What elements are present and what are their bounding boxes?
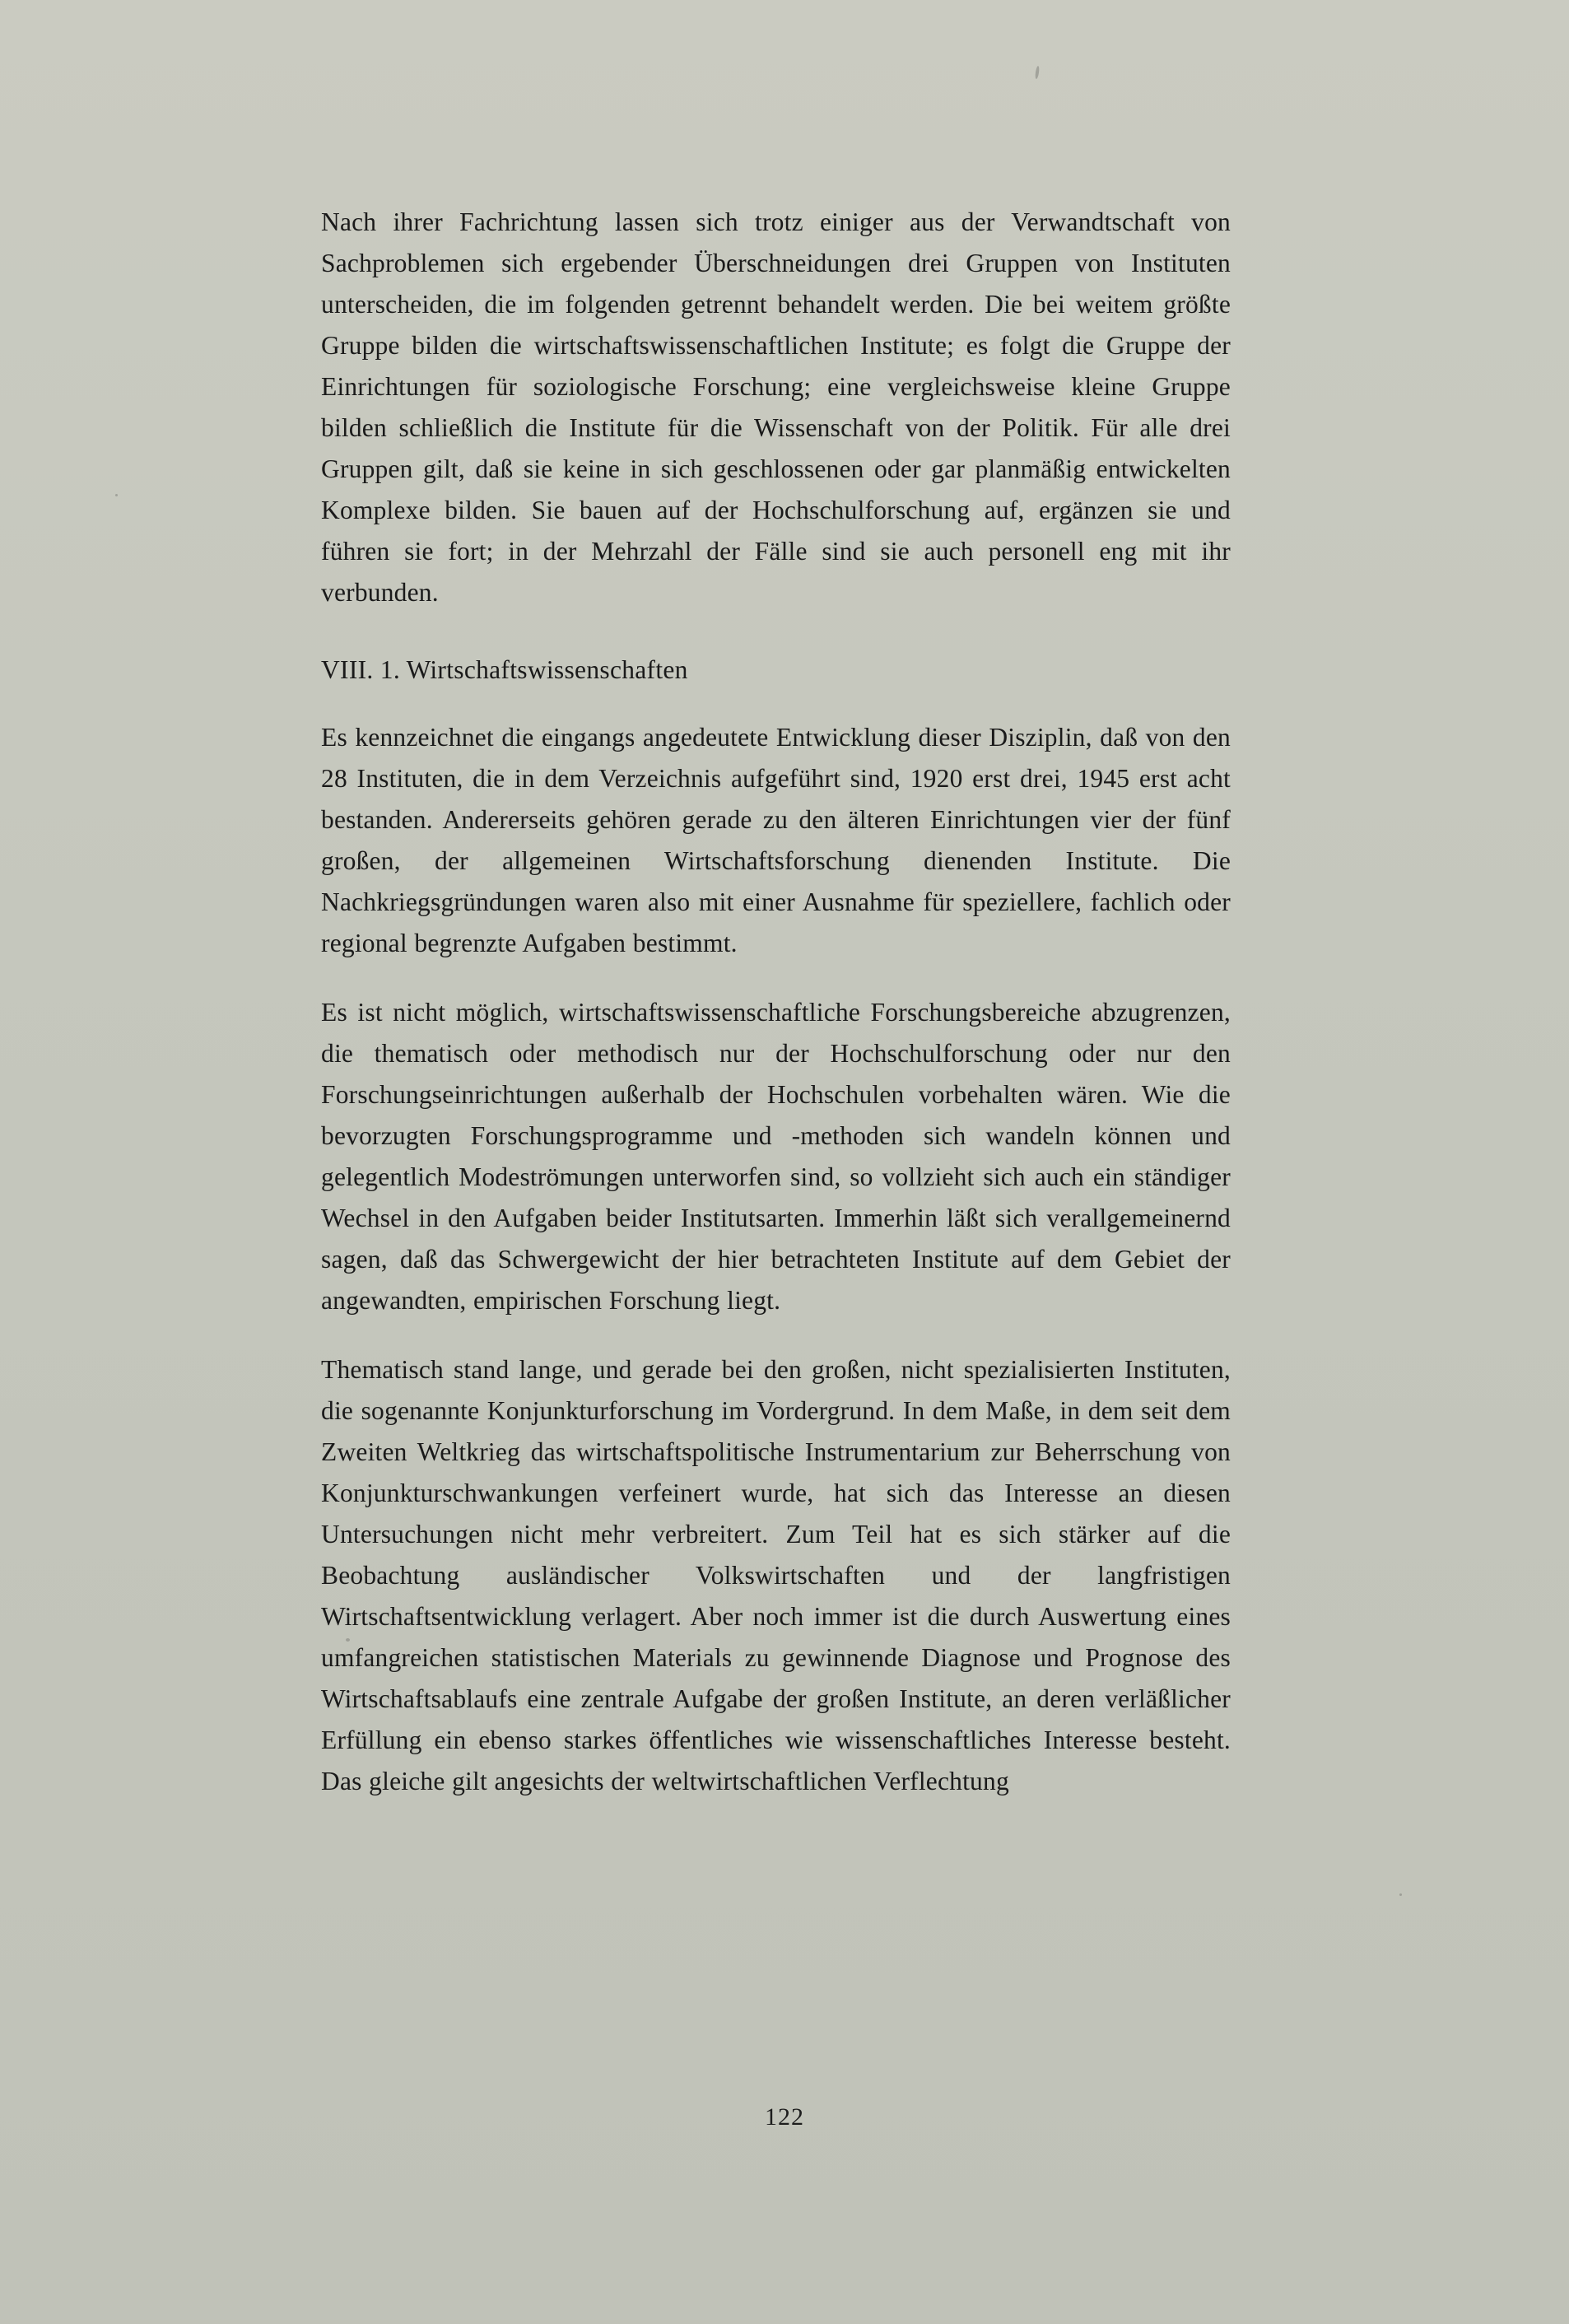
paper-speck bbox=[115, 494, 118, 496]
text-column bbox=[321, 202, 1231, 1802]
paragraph-disziplin: Es kennzeichnet die eingangs angedeutete Entwicklung dieser Disziplin, daß von den 28 Instituten, die in dem Verzeichnis aufgeführt sind, 1920 erst drei, 1945 erst acht bestanden. Andererseits gehören gerade zu den älteren Einrichtungen vier der fünf großen, der allgemeinen Wirtschaftsforschung dienenden Institute. Die Nachkriegsgründungen waren also mit einer Ausnahme für speziellere, fachlich oder regional begrenzte Aufgaben bestimmt. bbox=[321, 723, 1231, 957]
section-heading: VIII. 1. Wirtschaftswissenschaften bbox=[321, 655, 688, 684]
paragraph-forschungsbereiche: Es ist nicht möglich, wirtschaftswissenschaftliche Forschungsbereiche abzugrenzen, die thematisch oder methodisch nur der Hochschulforschung oder nur den Forschungseinrichtungen außerhalb der Hochschulen vorbehalten wären. Wie die bevorzugten Forschungsprogramme und -methoden sich wandeln können und gelegentlich Modeströmungen unterworfen sind, so vollzieht sich auch ein ständiger Wechsel in den Aufgaben beider Institutsarten. Immerhin läßt sich verallgemeinernd sagen, daß das Schwergewicht der hier betrachteten Institute auf dem Gebiet der angewandten, empirischen Forschung liegt. bbox=[321, 998, 1231, 1315]
paper-speck bbox=[1399, 1893, 1402, 1896]
page-number: 122 bbox=[765, 2103, 804, 2131]
paragraph-konjunkturforschung: Thematisch stand lange, und gerade bei den großen, nicht spezialisierten Instituten, die sogenannte Konjunkturforschung im Vordergrund. In dem Maße, in dem seit dem Zweiten Weltkrieg das wirtschaftspolitische Instrumentarium zur Beherrschung von Konjunkturschwankungen verfeinert wurde, hat sich das Interesse an diesen Untersuchungen nicht mehr verbreitert. Zum Teil hat es sich stärker auf die Beobachtung ausländischer Volkswirtschaften und der langfristigen Wirtschaftsentwicklung verlagert. Aber noch immer ist die durch Auswertung eines umfangreichen statistischen Materials zu gewinnende Diagnose und Prognose des Wirtschaftsablaufs eine zentrale Aufgabe der großen Institute, an deren verläßlicher Erfüllung ein ebenso starkes öffentliches wie wissenschaftliches Interesse besteht. Das gleiche gilt angesichts der weltwirtschaftlichen Verflechtung bbox=[321, 1355, 1231, 1795]
paragraph-intro: Nach ihrer Fachrichtung lassen sich trotz einiger aus der Verwandtschaft von Sachproblemen sich ergebender Überschneidungen drei Gruppen von Instituten unterscheiden, die im folgenden getrennt behandelt werden. Die bei weitem größte Gruppe bilden die wirtschaftswissenschaftlichen Institute; es folgt die Gruppe der Einrichtungen für soziologische Forschung; eine vergleichsweise kleine Gruppe bilden schließlich die Institute für die Wissenschaft von der Politik. Für alle drei Gruppen gilt, daß sie keine in sich geschlossenen oder gar planmäßig entwickelten Komplexe bilden. Sie bauen auf der Hochschulforschung auf, ergänzen sie und führen sie fort; in der Mehrzahl der Fälle sind sie auch personell eng mit ihr verbunden. bbox=[321, 207, 1231, 607]
